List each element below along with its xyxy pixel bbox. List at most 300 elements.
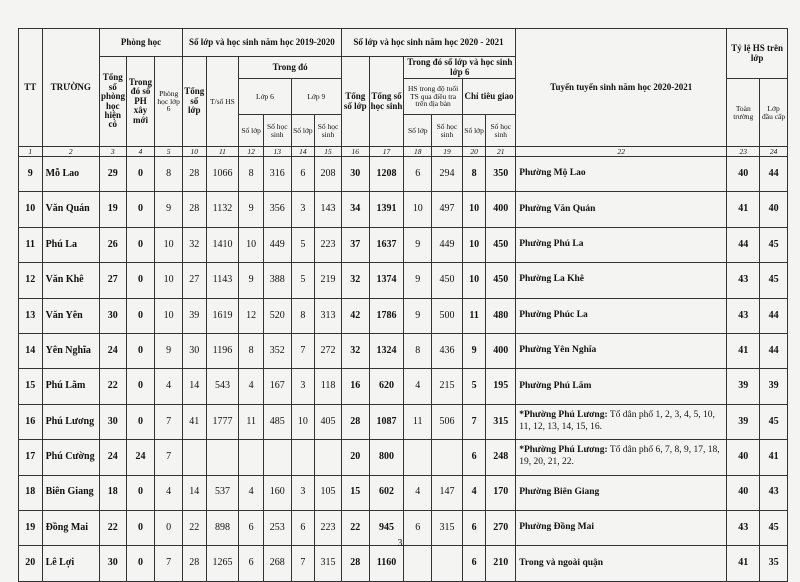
header-toan-truong: Toàn trường <box>727 79 760 147</box>
table-row <box>19 404 788 439</box>
cell-c17: 945 <box>369 510 404 545</box>
cell-c17: 1374 <box>369 263 404 298</box>
cell-c15: 272 <box>315 333 342 368</box>
row-index: 19 <box>19 510 43 545</box>
column-index: 15 <box>315 147 342 157</box>
school-name: Phú La <box>42 227 99 262</box>
cell-c18: 11 <box>404 404 432 439</box>
cell-c16: 37 <box>341 227 369 262</box>
header-2020-2021: Số lớp và học sinh năm học 2020 - 2021 <box>341 29 515 57</box>
cell-c5: 9 <box>155 333 183 368</box>
row-index: 15 <box>19 369 43 404</box>
cell-c18: 4 <box>404 475 432 510</box>
cell-c21: 450 <box>486 227 516 262</box>
cell-c15: 315 <box>315 546 342 581</box>
cell-c15: 223 <box>315 227 342 262</box>
table-row <box>19 263 788 298</box>
cell-c17: 1324 <box>369 333 404 368</box>
school-name: Phú Cường <box>42 440 99 475</box>
cell-c16: 32 <box>341 333 369 368</box>
cell-c21: 210 <box>486 546 516 581</box>
header-lop-dau-cap: Lớp đầu cấp <box>760 79 788 147</box>
column-index: 11 <box>206 147 239 157</box>
cell-c21: 350 <box>486 157 516 192</box>
cell-c13: 356 <box>263 192 291 227</box>
cell-c13: 253 <box>263 510 291 545</box>
cell-c16: 16 <box>341 369 369 404</box>
cell-c11: 537 <box>206 475 239 510</box>
cell-c11: 1143 <box>206 263 239 298</box>
cell-c14: 7 <box>291 333 315 368</box>
column-index: 21 <box>486 147 516 157</box>
cell-c5: 4 <box>155 475 183 510</box>
cell-c23: 41 <box>727 333 760 368</box>
header-so-hs: Số học sinh <box>432 115 463 147</box>
cell-c20: 5 <box>462 369 486 404</box>
cell-c3: 19 <box>99 192 126 227</box>
cell-c17: 1208 <box>369 157 404 192</box>
cell-c4: 0 <box>126 298 155 333</box>
cell-c10: 28 <box>182 157 206 192</box>
area-name: Phường Phú La <box>519 239 584 250</box>
school-name: Lê Lợi <box>42 546 99 581</box>
cell-c23: 43 <box>727 510 760 545</box>
column-index: 19 <box>432 147 463 157</box>
cell-c23: 39 <box>727 404 760 439</box>
cell-c10 <box>182 440 206 475</box>
header-ph-lop6: Phòng học lớp 6 <box>155 57 183 147</box>
school-name: Văn Yên <box>42 298 99 333</box>
cell-c20: 4 <box>462 475 486 510</box>
cell-c4: 0 <box>126 192 155 227</box>
cell-c4: 0 <box>126 546 155 581</box>
cell-c23: 39 <box>727 369 760 404</box>
cell-c20: 11 <box>462 298 486 333</box>
table-row <box>19 157 788 192</box>
cell-c15: 219 <box>315 263 342 298</box>
cell-c11: 543 <box>206 369 239 404</box>
cell-c21: 170 <box>486 475 516 510</box>
cell-c17: 1087 <box>369 404 404 439</box>
header-ph-xaymoi: Trong đó số PH xây mới <box>126 57 155 147</box>
cell-c5: 10 <box>155 263 183 298</box>
cell-c13: 388 <box>263 263 291 298</box>
header-tong-so-lop: Tổng số lớp <box>182 57 206 147</box>
column-index: 18 <box>404 147 432 157</box>
cell-c10: 32 <box>182 227 206 262</box>
cell-c16: 15 <box>341 475 369 510</box>
cell-c17: 1637 <box>369 227 404 262</box>
cell-c12: 8 <box>239 333 264 368</box>
cell-c20: 6 <box>462 440 486 475</box>
cell-c12: 9 <box>239 263 264 298</box>
enrollment-area <box>516 298 727 333</box>
cell-c4: 0 <box>126 263 155 298</box>
cell-c13: 352 <box>263 333 291 368</box>
cell-c20: 10 <box>462 192 486 227</box>
cell-c16: 28 <box>341 404 369 439</box>
cell-c14: 8 <box>291 298 315 333</box>
column-index-row <box>19 147 788 157</box>
cell-c3: 26 <box>99 227 126 262</box>
cell-c11: 898 <box>206 510 239 545</box>
cell-c12: 10 <box>239 227 264 262</box>
cell-c5: 7 <box>155 404 183 439</box>
cell-c24: 45 <box>760 263 788 298</box>
cell-c4: 0 <box>126 475 155 510</box>
cell-c12 <box>239 440 264 475</box>
cell-c19: 500 <box>432 298 463 333</box>
cell-c18 <box>404 546 432 581</box>
enrollment-area <box>516 546 727 581</box>
cell-c15: 143 <box>315 192 342 227</box>
cell-c15: 313 <box>315 298 342 333</box>
cell-c4: 0 <box>126 369 155 404</box>
cell-c24: 44 <box>760 157 788 192</box>
area-detail: Tổ dân phố 6, 7, 8, 9, 17, 18, 19, 20, 21, 22. <box>519 445 720 468</box>
cell-c16: 20 <box>341 440 369 475</box>
cell-c19 <box>432 546 463 581</box>
cell-c19: 449 <box>432 227 463 262</box>
area-name: *Phường Phú Lương: <box>519 410 608 421</box>
cell-c5: 10 <box>155 298 183 333</box>
cell-c10: 14 <box>182 475 206 510</box>
cell-c11: 1265 <box>206 546 239 581</box>
cell-c5: 4 <box>155 369 183 404</box>
area-name: *Phường Phú Lương: <box>519 445 608 456</box>
row-index: 20 <box>19 546 43 581</box>
cell-c24: 45 <box>760 404 788 439</box>
header-so-lop: Số lớp <box>291 115 315 147</box>
cell-c3: 29 <box>99 157 126 192</box>
cell-c19: 147 <box>432 475 463 510</box>
cell-c3: 30 <box>99 298 126 333</box>
cell-c13: 316 <box>263 157 291 192</box>
area-name: Phường Phúc La <box>519 309 588 320</box>
cell-c11 <box>206 440 239 475</box>
cell-c13: 520 <box>263 298 291 333</box>
column-index: 5 <box>155 147 183 157</box>
enrollment-area <box>516 333 727 368</box>
cell-c3: 24 <box>99 333 126 368</box>
cell-c17: 800 <box>369 440 404 475</box>
header-so-lop: Số lớp <box>462 115 486 147</box>
table-row <box>19 192 788 227</box>
cell-c12: 12 <box>239 298 264 333</box>
row-index: 16 <box>19 404 43 439</box>
cell-c14: 3 <box>291 192 315 227</box>
cell-c10: 14 <box>182 369 206 404</box>
cell-c11: 1619 <box>206 298 239 333</box>
cell-c14: 5 <box>291 227 315 262</box>
cell-c10: 22 <box>182 510 206 545</box>
cell-c24: 45 <box>760 227 788 262</box>
area-name: Phường Biên Giang <box>519 486 600 497</box>
column-index: 17 <box>369 147 404 157</box>
cell-c23: 43 <box>727 298 760 333</box>
column-index: 10 <box>182 147 206 157</box>
cell-c24: 40 <box>760 192 788 227</box>
cell-c16: 42 <box>341 298 369 333</box>
cell-c13: 268 <box>263 546 291 581</box>
cell-c20: 6 <box>462 546 486 581</box>
cell-c21: 450 <box>486 263 516 298</box>
cell-c18: 4 <box>404 369 432 404</box>
column-index: 12 <box>239 147 264 157</box>
row-index: 13 <box>19 298 43 333</box>
cell-c20: 9 <box>462 333 486 368</box>
cell-c10: 39 <box>182 298 206 333</box>
cell-c16: 28 <box>341 546 369 581</box>
cell-c14 <box>291 440 315 475</box>
enrollment-area <box>516 192 727 227</box>
area-name: Phường Văn Quán <box>519 203 596 214</box>
area-name: Phường La Khê <box>519 274 584 285</box>
cell-c23: 41 <box>727 546 760 581</box>
school-name: Văn Quán <box>42 192 99 227</box>
school-name: Phú Lương <box>42 404 99 439</box>
cell-c11: 1196 <box>206 333 239 368</box>
cell-c3: 22 <box>99 510 126 545</box>
cell-c18: 6 <box>404 157 432 192</box>
cell-c16: 32 <box>341 263 369 298</box>
cell-c15: 105 <box>315 475 342 510</box>
cell-c11: 1132 <box>206 192 239 227</box>
cell-c14: 7 <box>291 546 315 581</box>
cell-c12: 6 <box>239 546 264 581</box>
cell-c13: 167 <box>263 369 291 404</box>
cell-c18: 6 <box>404 510 432 545</box>
cell-c17: 1160 <box>369 546 404 581</box>
column-index: 16 <box>341 147 369 157</box>
cell-c12: 8 <box>239 157 264 192</box>
cell-c5: 10 <box>155 227 183 262</box>
cell-c21: 195 <box>486 369 516 404</box>
header-2019-2020: Số lớp và học sinh năm học 2019-2020 <box>182 29 341 57</box>
cell-c21: 248 <box>486 440 516 475</box>
cell-c10: 41 <box>182 404 206 439</box>
header-so-hs: Số học sinh <box>263 115 291 147</box>
cell-c23: 44 <box>727 227 760 262</box>
header-hs-dieu-tra: HS trong độ tuổi TS qua điều tra trên địa bàn <box>404 79 462 115</box>
cell-c3: 27 <box>99 263 126 298</box>
cell-c15 <box>315 440 342 475</box>
cell-c21: 400 <box>486 192 516 227</box>
cell-c13: 485 <box>263 404 291 439</box>
cell-c24: 44 <box>760 333 788 368</box>
cell-c20: 8 <box>462 157 486 192</box>
document-page <box>18 28 788 582</box>
cell-c23: 40 <box>727 440 760 475</box>
enrollment-area <box>516 227 727 262</box>
header-trong-do: Trong đó <box>239 57 342 79</box>
cell-c19: 294 <box>432 157 463 192</box>
area-name: Phường Yên Nghĩa <box>519 345 597 356</box>
cell-c21: 400 <box>486 333 516 368</box>
column-index: 22 <box>516 147 727 157</box>
cell-c20: 6 <box>462 510 486 545</box>
cell-c17: 602 <box>369 475 404 510</box>
table-row <box>19 333 788 368</box>
cell-c18: 10 <box>404 192 432 227</box>
header-lop6: Lớp 6 <box>239 79 291 115</box>
header-tong-so-lop-2021: Tổng số lớp <box>341 57 369 147</box>
cell-c10: 27 <box>182 263 206 298</box>
cell-c11: 1410 <box>206 227 239 262</box>
cell-c20: 7 <box>462 404 486 439</box>
area-name: Phường Mộ Lao <box>519 168 586 179</box>
cell-c24: 45 <box>760 510 788 545</box>
area-name: Phường Đồng Mai <box>519 522 595 533</box>
enrollment-area <box>516 404 727 439</box>
area-name: Phường Phú Lãm <box>519 380 592 391</box>
cell-c23: 41 <box>727 192 760 227</box>
column-index: 20 <box>462 147 486 157</box>
cell-c21: 270 <box>486 510 516 545</box>
cell-c14: 3 <box>291 369 315 404</box>
cell-c12: 4 <box>239 475 264 510</box>
row-index: 10 <box>19 192 43 227</box>
cell-c14: 3 <box>291 475 315 510</box>
cell-c15: 405 <box>315 404 342 439</box>
cell-c18: 9 <box>404 227 432 262</box>
cell-c24: 41 <box>760 440 788 475</box>
column-index: 2 <box>42 147 99 157</box>
row-index: 14 <box>19 333 43 368</box>
cell-c24: 39 <box>760 369 788 404</box>
cell-c14: 10 <box>291 404 315 439</box>
cell-c13: 449 <box>263 227 291 262</box>
cell-c23: 43 <box>727 263 760 298</box>
table-row <box>19 546 788 581</box>
cell-c20: 10 <box>462 227 486 262</box>
cell-c21: 315 <box>486 404 516 439</box>
cell-c16: 34 <box>341 192 369 227</box>
enrollment-area <box>516 369 727 404</box>
enrollment-area <box>516 475 727 510</box>
cell-c24: 44 <box>760 298 788 333</box>
cell-c13: 160 <box>263 475 291 510</box>
column-index: 24 <box>760 147 788 157</box>
cell-c19: 497 <box>432 192 463 227</box>
table-row <box>19 227 788 262</box>
cell-c18: 9 <box>404 263 432 298</box>
cell-c3: 30 <box>99 546 126 581</box>
cell-c23: 40 <box>727 475 760 510</box>
header-ts-hs: T/số HS <box>206 57 239 147</box>
column-index: 4 <box>126 147 155 157</box>
school-name: Biên Giang <box>42 475 99 510</box>
row-index: 12 <box>19 263 43 298</box>
cell-c24: 43 <box>760 475 788 510</box>
school-name: Đồng Mai <box>42 510 99 545</box>
header-trong-do-2021: Trong đó số lớp và học sinh lớp 6 <box>404 57 516 79</box>
header-chi-tieu: Chỉ tiêu giao <box>462 79 515 115</box>
enrollment-area <box>516 440 727 475</box>
school-enrollment-table <box>18 28 788 582</box>
cell-c13 <box>263 440 291 475</box>
table-row <box>19 298 788 333</box>
header-phong-hoc: Phòng học <box>99 29 182 57</box>
cell-c3: 24 <box>99 440 126 475</box>
cell-c5: 0 <box>155 510 183 545</box>
cell-c12: 4 <box>239 369 264 404</box>
table-row <box>19 369 788 404</box>
cell-c21: 480 <box>486 298 516 333</box>
column-index: 23 <box>727 147 760 157</box>
header-lop9: Lớp 9 <box>291 79 341 115</box>
cell-c5: 8 <box>155 157 183 192</box>
cell-c19: 315 <box>432 510 463 545</box>
cell-c4: 0 <box>126 157 155 192</box>
header-so-hs: Số học sinh <box>315 115 342 147</box>
cell-c18: 9 <box>404 298 432 333</box>
header-truong: TRƯỜNG <box>42 29 99 147</box>
column-index: 3 <box>99 147 126 157</box>
cell-c4: 0 <box>126 510 155 545</box>
cell-c19: 215 <box>432 369 463 404</box>
cell-c16: 30 <box>341 157 369 192</box>
page-number: 3 <box>397 538 403 549</box>
header-ph-tong: Tổng số phòng học hiện có <box>99 57 126 147</box>
cell-c15: 208 <box>315 157 342 192</box>
column-index: 13 <box>263 147 291 157</box>
cell-c4: 0 <box>126 227 155 262</box>
cell-c4: 0 <box>126 333 155 368</box>
cell-c15: 223 <box>315 510 342 545</box>
header-so-hs: Số học sinh <box>486 115 516 147</box>
row-index: 11 <box>19 227 43 262</box>
table-row <box>19 440 788 475</box>
header-tong-so-hs: Tổng số học sinh <box>369 57 404 147</box>
cell-c11: 1777 <box>206 404 239 439</box>
cell-c3: 22 <box>99 369 126 404</box>
cell-c5: 9 <box>155 192 183 227</box>
cell-c12: 6 <box>239 510 264 545</box>
cell-c5: 7 <box>155 546 183 581</box>
cell-c3: 30 <box>99 404 126 439</box>
column-index: 14 <box>291 147 315 157</box>
cell-c19: 506 <box>432 404 463 439</box>
cell-c19: 436 <box>432 333 463 368</box>
cell-c17: 1786 <box>369 298 404 333</box>
header-so-lop: Số lớp <box>239 115 264 147</box>
cell-c20: 10 <box>462 263 486 298</box>
cell-c4: 24 <box>126 440 155 475</box>
header-tuyen-sinh: Tuyến tuyển sinh năm học 2020-2021 <box>516 29 727 147</box>
cell-c18: 8 <box>404 333 432 368</box>
cell-c10: 28 <box>182 192 206 227</box>
cell-c14: 6 <box>291 510 315 545</box>
header-tt: TT <box>19 29 43 147</box>
school-name: Mỗ Lao <box>42 157 99 192</box>
cell-c17: 620 <box>369 369 404 404</box>
row-index: 9 <box>19 157 43 192</box>
cell-c5: 7 <box>155 440 183 475</box>
cell-c3: 18 <box>99 475 126 510</box>
area-name: Trong và ngoài quận <box>519 557 604 568</box>
enrollment-area <box>516 157 727 192</box>
cell-c15: 118 <box>315 369 342 404</box>
row-index: 18 <box>19 475 43 510</box>
cell-c23: 40 <box>727 157 760 192</box>
school-name: Yên Nghĩa <box>42 333 99 368</box>
school-name: Văn Khê <box>42 263 99 298</box>
cell-c10: 28 <box>182 546 206 581</box>
cell-c17: 1391 <box>369 192 404 227</box>
cell-c12: 11 <box>239 404 264 439</box>
table-row <box>19 475 788 510</box>
